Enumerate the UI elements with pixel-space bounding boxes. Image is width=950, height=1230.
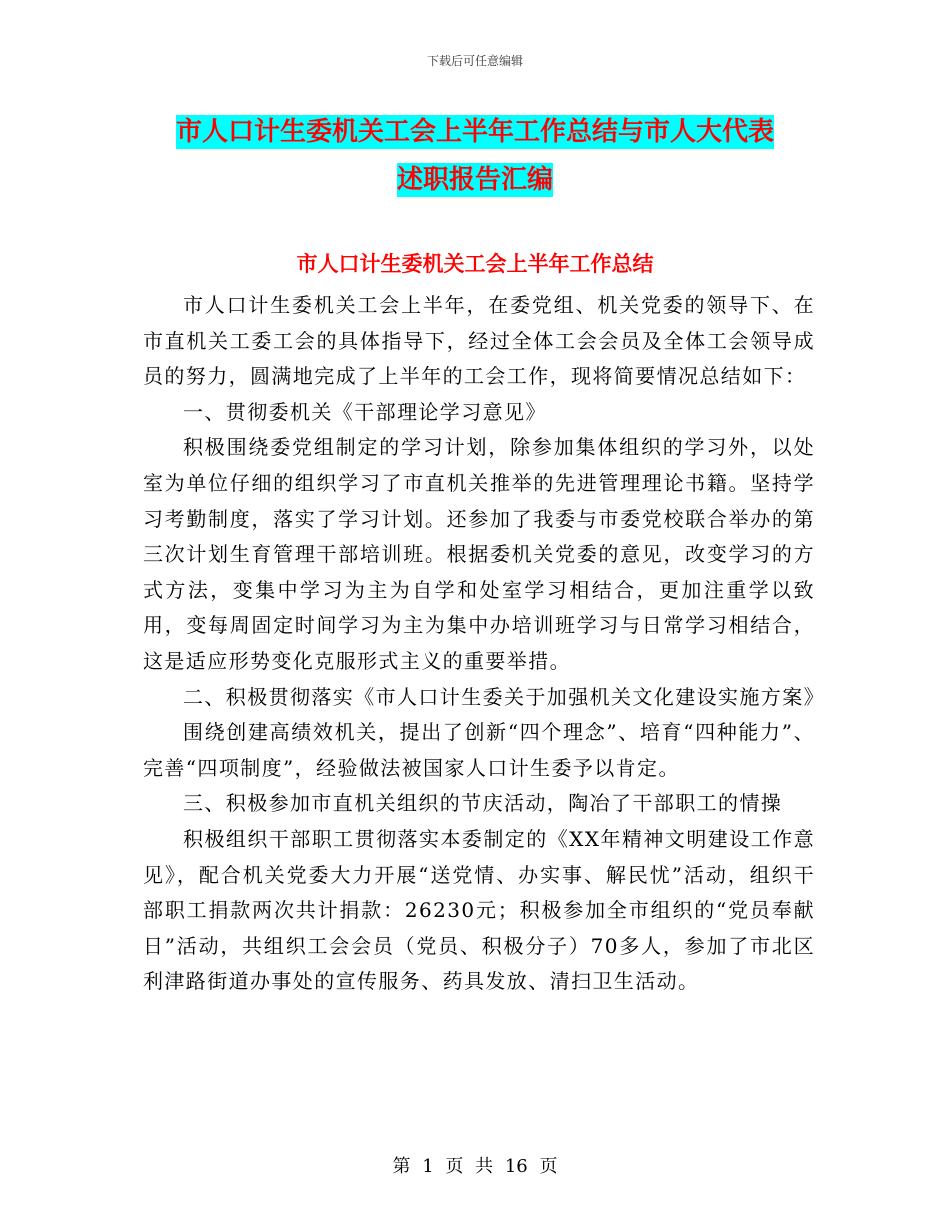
page-header-note: 下载后可任意编辑 <box>426 54 523 68</box>
document-title-line-1: 市人口计生委机关工会上半年工作总结与市人大代表 <box>175 117 774 147</box>
paragraph-intro: 市人口计生委机关工会上半年，在委党组、机关党委的领导下、在市直机关工委工会的具体指导下，经过全体工会会员及全体工会领导成员的努力，圆满地完成了上半年的工会工作，现将简要情况总结如下： <box>143 293 815 389</box>
paragraph-activities: 积极组织干部职工贯彻落实本委制定的《XX年精神文明建设工作意见》，配合机关党委大力开展“送党情、办实事、解民忧”活动，组织干部职工捐款两次共计捐款：26230元；积极参加全市组织的“党员奉献日”活动，共组织工会会员（党员、积极分子）70多人，参加了市北区利津路街道办事处的宣传服务、药具发放、清扫卫生活动。 <box>143 826 815 994</box>
page-number: 第 1 页 共 16 页 <box>392 1156 558 1177</box>
section-title: 市人口计生委机关工会上半年工作总结 <box>296 252 654 276</box>
document-title <box>120 108 830 204</box>
paragraph-study: 积极围绕委党组制定的学习计划，除参加集体组织的学习外，以处室为单位仔细的组织学习了市直机关推举的先进管理理论书籍。坚持学习考勤制度，落实了学习计划。还参加了我委与市委党校联合举办的第三次计划生育管理干部培训班。根据委机关党委的意见，改变学习的方式方法，变集中学习为主为自学和处室学习相结合，更加注重学以致用，变每周固定时间学习为主为集中办培训班学习与日常学习相结合，这是适应形势变化克服形式主义的重要举措。 <box>143 435 815 673</box>
paragraph-culture: 围绕创建高绩效机关，提出了创新“四个理念”、培育“四种能力”、完善“四项制度”，经验做法被国家人口计生委予以肯定。 <box>143 720 815 780</box>
paragraph-heading-3: 三、积极参加市直机关组织的节庆活动，陶冶了干部职工的情操 <box>183 791 783 816</box>
document-title-line-2: 述职报告汇编 <box>396 165 553 195</box>
document-body <box>143 288 825 1000</box>
paragraph-heading-1: 一、贯彻委机关《干部理论学习意见》 <box>183 399 547 424</box>
paragraph-heading-2: 二、积极贯彻落实《市人口计生委关于加强机关文化建设实施方案》 <box>183 684 825 709</box>
